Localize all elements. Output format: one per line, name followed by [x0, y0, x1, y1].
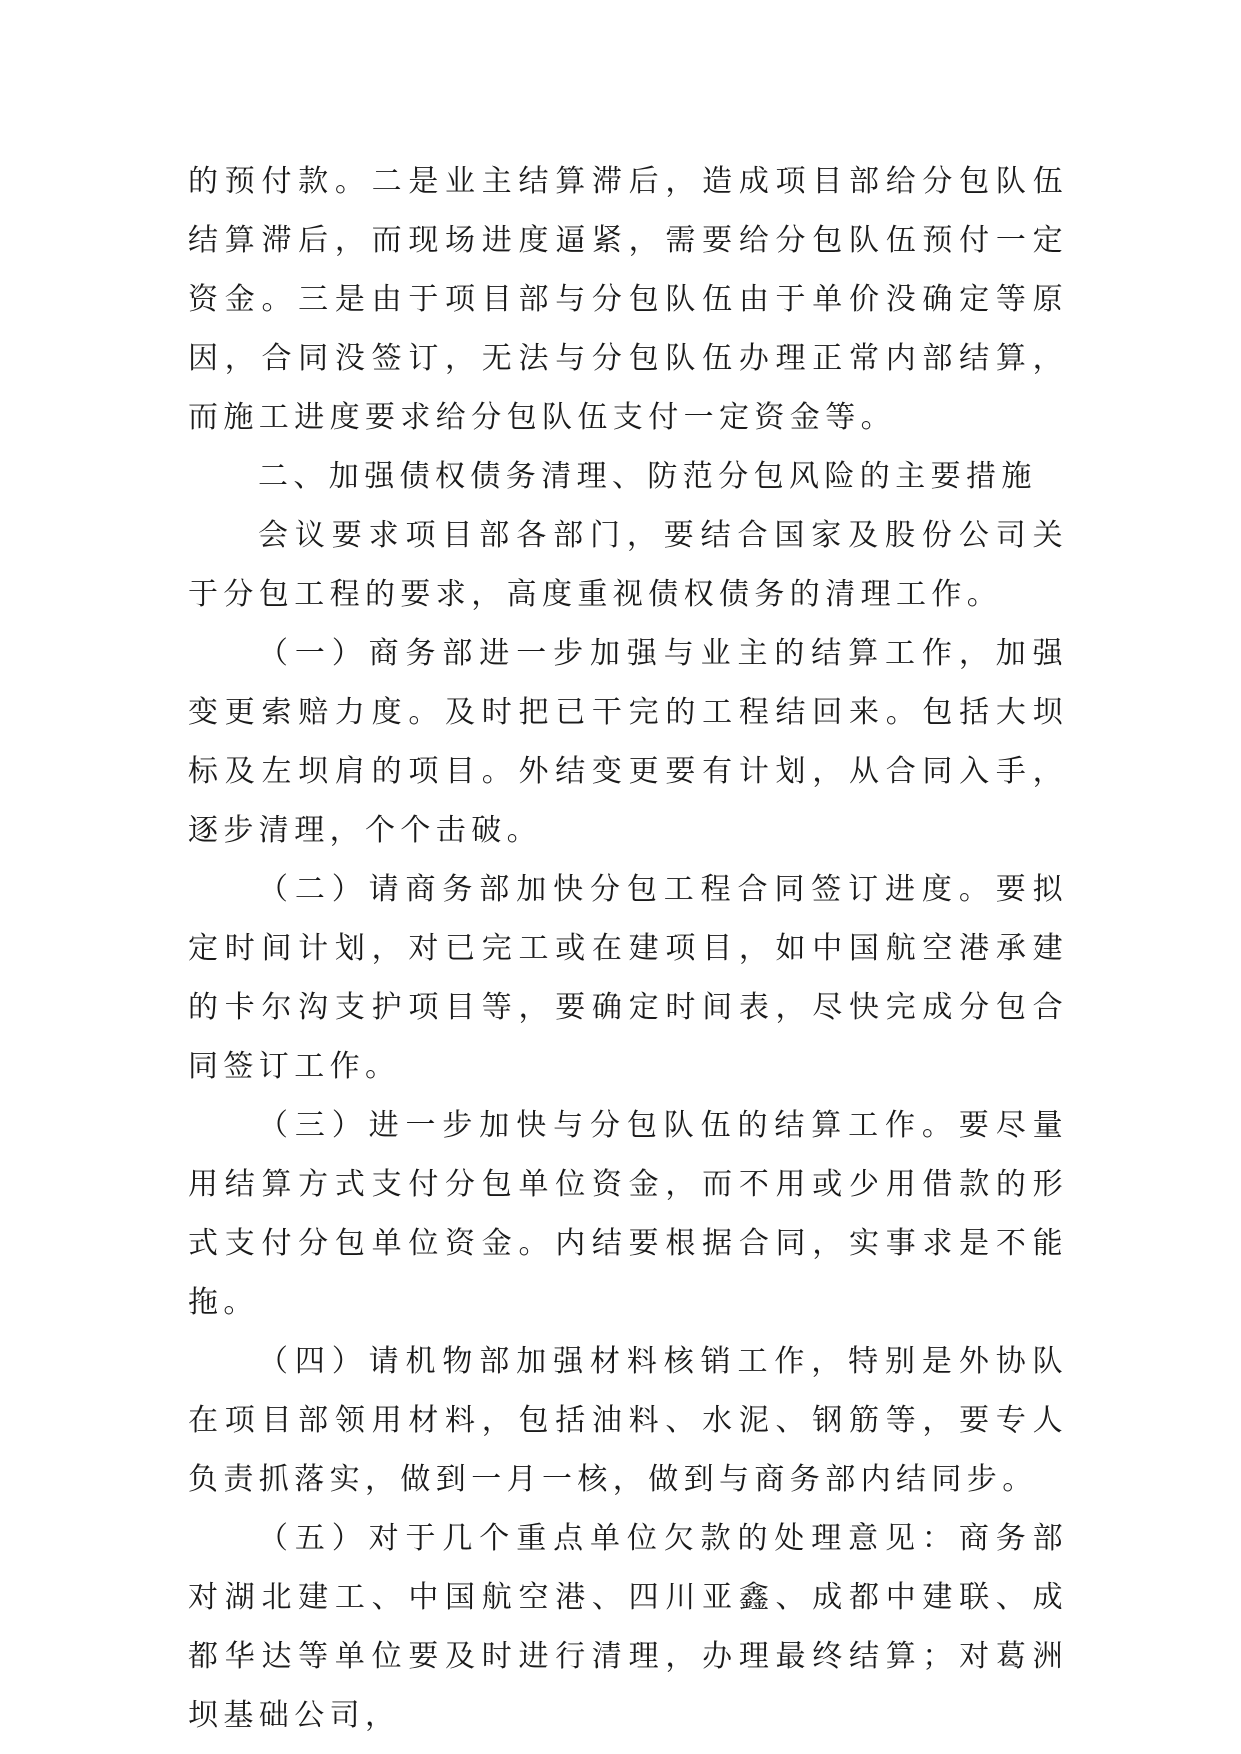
- section-heading: 二、加强债权债务清理、防范分包风险的主要措施: [258, 459, 1037, 494]
- paragraph-item-5: （五）对于几个重点单位欠款的处理意见：商务部对湖北建工、中国航空港、四川亚鑫、成都中建联、成都华达等单位要及时进行清理，办理最终结算；对葛洲坝基础公司，: [188, 1521, 1068, 1733]
- paragraph-item-2: （二）请商务部加快分包工程合同签订进度。要拟定时间计划，对已完工或在建项目，如中国航空港承建的卡尔沟支护项目等，要确定时间表，尽快完成分包合同签订工作。: [188, 872, 1068, 1084]
- paragraph-item-1: （一）商务部进一步加强与业主的结算工作，加强变更索赔力度。及时把已干完的工程结回来。包括大坝标及左坝肩的项目。外结变更要有计划，从合同入手，逐步清理，个个击破。: [188, 636, 1068, 848]
- document-body: [188, 152, 1068, 1745]
- paragraph-item-4: （四）请机物部加强材料核销工作，特别是外协队在项目部领用材料，包括油料、水泥、钢筋等，要专人负责抓落实，做到一月一核，做到与商务部内结同步。: [188, 1344, 1068, 1497]
- paragraph-meeting-requirement: 会议要求项目部各部门，要结合国家及股份公司关于分包工程的要求，高度重视债权债务的清理工作。: [188, 518, 1068, 612]
- paragraph-item-3: （三）进一步加快与分包队伍的结算工作。要尽量用结算方式支付分包单位资金，而不用或少用借款的形式支付分包单位资金。内结要根据合同，实事求是不能拖。: [188, 1108, 1068, 1320]
- paragraph-continuation: 的预付款。二是业主结算滞后，造成项目部给分包队伍结算滞后，而现场进度逼紧，需要给分包队伍预付一定资金。三是由于项目部与分包队伍由于单价没确定等原因，合同没签订，无法与分包队伍办理正常内部结算，而施工进度要求给分包队伍支付一定资金等。: [188, 164, 1068, 435]
